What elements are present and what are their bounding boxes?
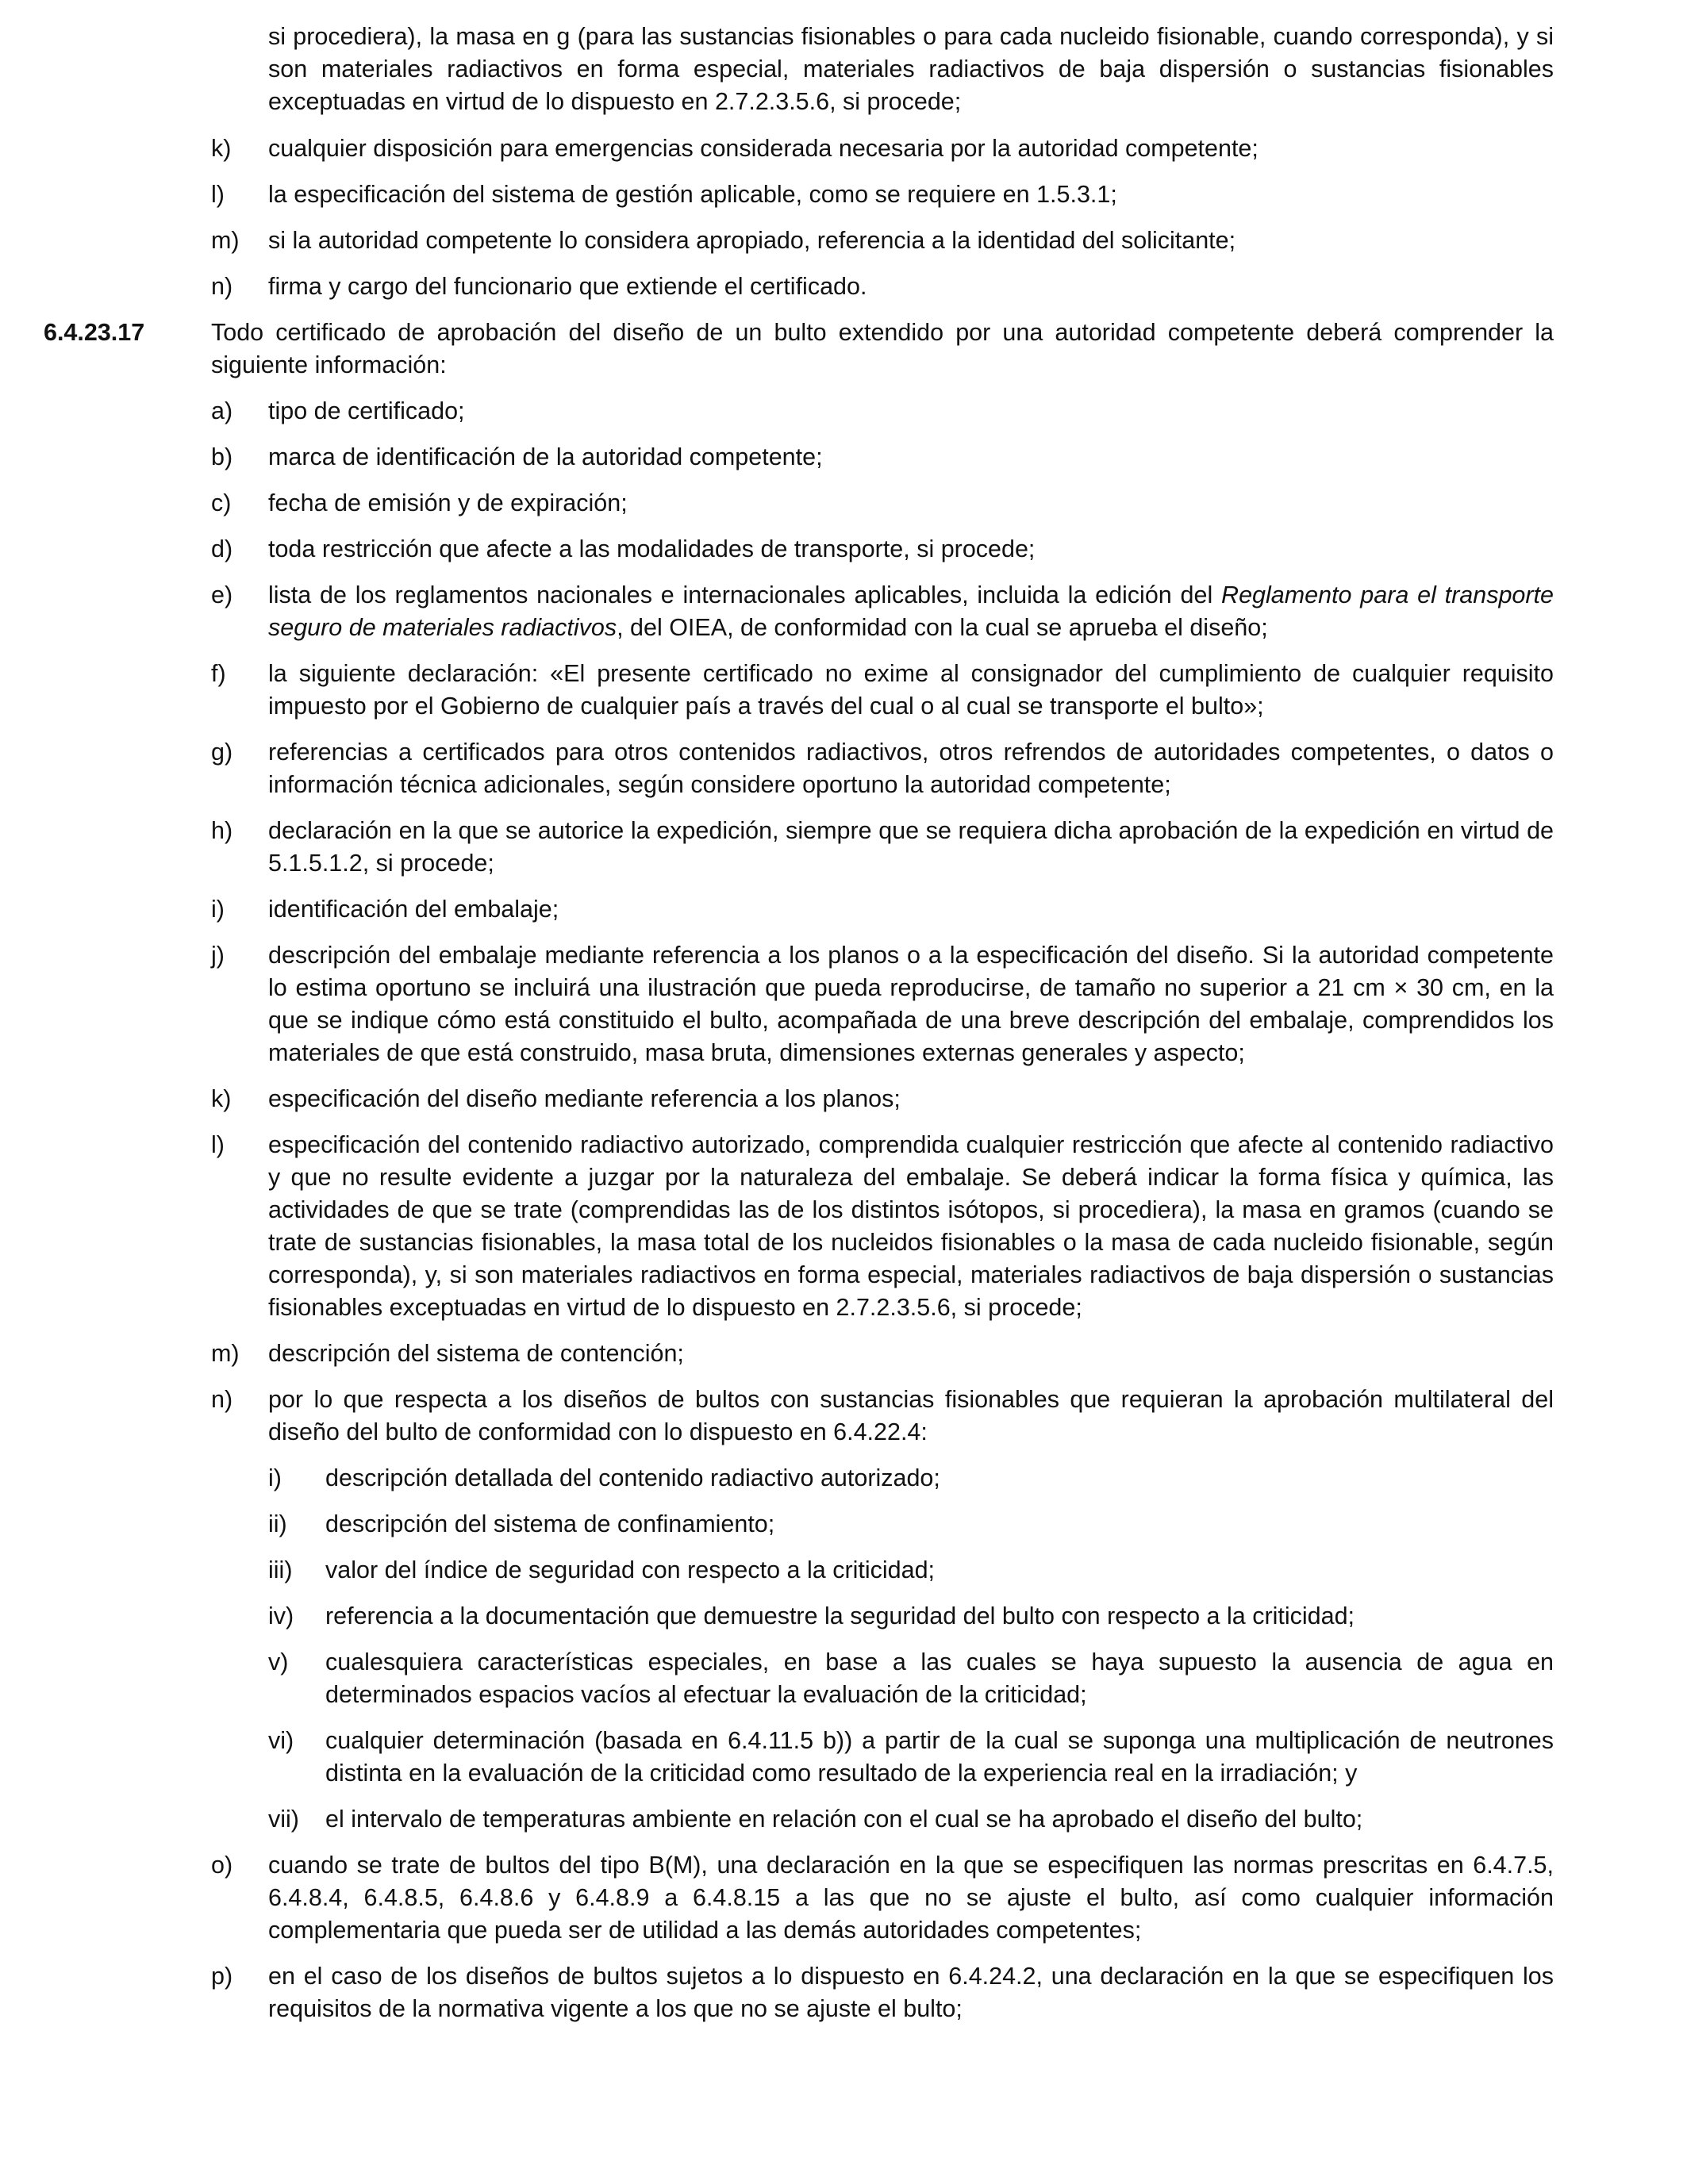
sub-item-label: iv) (268, 1602, 294, 1629)
item-text: declaración en la que se autorice la expedición, siempre que se requiera dicha aprobación de la expedición en virtud de 5.1.5.1.2, si procede; (268, 817, 1554, 877)
list-item-k (0, 1083, 1554, 1115)
item-text: firma y cargo del funcionario que extiende el certificado. (268, 273, 867, 300)
sub-item-text: el intervalo de temperaturas ambiente en relación con el cual se ha aprobado el diseño del bulto; (325, 1806, 1363, 1833)
item-label: a) (211, 397, 233, 424)
item-label: b) (211, 443, 233, 470)
sub-item-label: vii) (268, 1806, 299, 1833)
sub-item-vi (0, 1725, 1554, 1790)
sub-item-text: cualesquiera características especiales, en base a las cuales se haya supuesto la ausencia de agua en determinados espacios vacíos al efectuar la evaluación de la criticidad; (325, 1649, 1554, 1708)
list-item (0, 178, 1554, 211)
item-text: la siguiente declaración: «El presente certificado no exime al consignador del cumplimiento de cualquier requisito impuesto por el Gobierno de cualquier país a través del cual o al cual se transporte el bulto»; (268, 660, 1554, 720)
item-label: i) (211, 896, 225, 923)
regulation-title: Reglamento para el transporte seguro de materiales radiactivos (268, 582, 1554, 641)
item-text-after: , del OIEA, de conformidad con la cual se aprueba el diseño; (617, 614, 1268, 641)
item-text (268, 579, 1554, 644)
list-item-e (0, 579, 1554, 644)
list-item-i (0, 893, 1554, 926)
item-text: identificación del embalaje; (268, 896, 559, 923)
section-text: Todo certificado de aprobación del diseño de un bulto extendido por una autoridad competente deberá comprender la siguiente información: (211, 319, 1554, 378)
item-text: en el caso de los diseños de bultos sujetos a lo dispuesto en 6.4.24.2, una declaración en la que se especifiquen los requisitos de la normativa vigente a los que no se ajuste el bulto; (268, 1963, 1554, 2022)
list-item-f (0, 658, 1554, 723)
intro-continuation: si procediera), la masa en g (para las sustancias fisionables o para cada nucleido fisionable, cuando corresponda), y si son materiales radiactivos en forma especial, materiales radiactivos de baja dispersión o sustancias fisionables exceptuadas en virtud de lo dispuesto en 2.7.2.3.5.6, si procede; (268, 23, 1554, 115)
item-text: por lo que respecta a los diseños de bultos con sustancias fisionables que requieran la aprobación multilateral del diseño del bulto de conformidad con lo dispuesto en 6.4.22.4: (268, 1386, 1554, 1445)
sub-item-label: v) (268, 1649, 289, 1675)
item-label: j) (211, 942, 225, 969)
item-label: m) (211, 227, 240, 254)
list-item-m (0, 1338, 1554, 1370)
item-text: referencias a certificados para otros contenidos radiactivos, otros refrendos de autoridades competentes, o datos o información técnica adicionales, según considere oportuno la autoridad competente; (268, 739, 1554, 798)
item-label: e) (211, 582, 233, 608)
list-item (0, 271, 1554, 303)
item-text: marca de identificación de la autoridad competente; (268, 443, 823, 470)
item-label: l) (211, 1131, 225, 1158)
item-label: l) (211, 181, 225, 208)
list-item-n (0, 1384, 1554, 1449)
item-text: si la autoridad competente lo considera apropiado, referencia a la identidad del solicitante; (268, 227, 1236, 254)
sub-item-label: i) (268, 1464, 282, 1491)
list-item-b (0, 441, 1554, 474)
list-item-h (0, 815, 1554, 880)
item-label: c) (211, 489, 232, 516)
item-label: d) (211, 535, 233, 562)
item-label: p) (211, 1963, 233, 1990)
list-item-g (0, 736, 1554, 801)
item-text: cualquier disposición para emergencias considerada necesaria por la autoridad competente; (268, 135, 1259, 162)
item-text: especificación del contenido radiactivo autorizado, comprendida cualquier restricción que afecte al contenido radiactivo y que no resulte evidente a juzgar por la naturaleza del embalaje. Se deberá indicar la forma física y química, las actividades de que se trate (comprendidas las de los distintos isótopos, si procediera), la masa en gramos (cuando se trate de sustancias fisionables, la masa total de los nucleidos fisionables o la masa de cada nucleido fisionable, según corresponda), y, si son materiales radiactivos en forma especial, materiales radiactivos de baja dispersión o sustancias fisionables exceptuadas en virtud de lo dispuesto en 2.7.2.3.5.6, si procede; (268, 1131, 1554, 1321)
sub-item-label: vi) (268, 1727, 294, 1754)
item-text: descripción del sistema de contención; (268, 1340, 684, 1367)
item-label: m) (211, 1340, 240, 1367)
section-6-4-23-17 (0, 317, 1554, 382)
item-text-before: lista de los reglamentos nacionales e internacionales aplicables, incluida la edición del (268, 582, 1222, 608)
sub-item-text: descripción del sistema de confinamiento; (325, 1510, 775, 1537)
list-item-d (0, 533, 1554, 566)
item-label: n) (211, 1386, 233, 1413)
item-label: k) (211, 1085, 232, 1112)
item-label: k) (211, 135, 232, 162)
sub-item-label: ii) (268, 1510, 287, 1537)
sub-item-vii (0, 1803, 1554, 1836)
sub-item-i (0, 1462, 1554, 1495)
sub-item-v (0, 1646, 1554, 1711)
list-item-l (0, 1129, 1554, 1324)
list-item (0, 132, 1554, 165)
sub-item-iii (0, 1554, 1554, 1587)
item-text: descripción del embalaje mediante referencia a los planos o a la especificación del diseño. Si la autoridad competente lo estima oportuno se incluirá una ilustración que pueda reproducirse, de tamaño no superior a 21 cm × 30 cm, en la que se indique cómo está constituido el bulto, acompañada de una breve descripción del embalaje, comprendidos los materiales de que está construido, masa bruta, dimensiones externas generales y aspecto; (268, 942, 1554, 1066)
list-item-a (0, 395, 1554, 428)
list-item-o (0, 1849, 1554, 1947)
list-item (0, 225, 1554, 257)
item-label: o) (211, 1852, 233, 1879)
sub-item-text: cualquier determinación (basada en 6.4.11.5 b)) a partir de la cual se suponga una multiplicación de neutrones distinta en la evaluación de la criticidad como resultado de la experiencia real en la irradiación; y (325, 1727, 1554, 1787)
item-text: toda restricción que afecte a las modalidades de transporte, si procede; (268, 535, 1036, 562)
sub-item-iv (0, 1600, 1554, 1633)
sub-item-text: valor del índice de seguridad con respecto a la criticidad; (325, 1556, 936, 1583)
sub-item-text: descripción detallada del contenido radiactivo autorizado; (325, 1464, 940, 1491)
section-number: 6.4.23.17 (44, 319, 145, 346)
sub-item-ii (0, 1508, 1554, 1541)
sub-item-text: referencia a la documentación que demuestre la seguridad del bulto con respecto a la criticidad; (325, 1602, 1355, 1629)
item-text: cuando se trate de bultos del tipo B(M), una declaración en la que se especifiquen las normas prescritas en 6.4.7.5, 6.4.8.4, 6.4.8.5, 6.4.8.6 y 6.4.8.9 a 6.4.8.15 a las que no se ajuste el bulto, así como cualquier información complementaria que pueda ser de utilidad a las demás autoridades competentes; (268, 1852, 1554, 1944)
item-label: g) (211, 739, 233, 766)
list-item-c (0, 487, 1554, 520)
item-label: f) (211, 660, 226, 687)
list-item-j (0, 939, 1554, 1069)
item-text: la especificación del sistema de gestión aplicable, como se requiere en 1.5.3.1; (268, 181, 1117, 208)
sub-item-label: iii) (268, 1556, 293, 1583)
item-text: fecha de emisión y de expiración; (268, 489, 628, 516)
item-label: n) (211, 273, 233, 300)
item-text: especificación del diseño mediante referencia a los planos; (268, 1085, 901, 1112)
list-item-p (0, 1960, 1554, 2025)
item-text: tipo de certificado; (268, 397, 465, 424)
item-label: h) (211, 817, 233, 844)
